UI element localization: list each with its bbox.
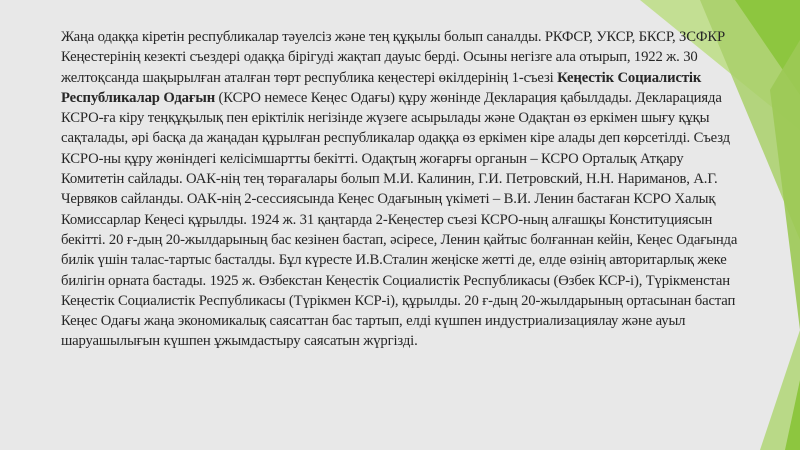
paragraph-text-1: Жаңа одаққа кіретін республикалар тәуелсіз және тең құқылы болып саналды. РКФСР, УКСР, БКСР, ЗСФКР Кеңестерінің кезекті съездері одаққа бірігуді жақтап дауыс берді. Осыны негізге ала отырып, 1922 ж. 30 желтоқсанда шақырылған аталған төрт республика кеңестері өкілдерінің 1-съезі [61, 29, 726, 86]
paragraph-bold-term: Кеңестік Социалистік Республикалар Одағын [61, 69, 702, 106]
body-paragraph [61, 27, 741, 352]
decor-triangle-edge [770, 40, 800, 330]
paragraph-text-2: (КСРО немесе Кеңес Одағы) құру жөнінде Декларация қабылдады. Декларацияда КСРО-ға кіру теңқұқылық пен еріктілік негізінде жүзеге асырылады және Одақтан өз еркімен шығу құқы сақталады, әрі басқа да жаңадан құрылған республикалар одаққа өз еркімен кіре алады деп көрсетілді. Съезд КСРО-ны құру жөніндегі келісімшартты бекітті. Одақтың жоғарғы органын – КСРО Орталық Атқару Комитетін сайлады. ОАК-нің тең төрағалары болып М.И. Калинин, Г.И. Петровский, Н.Н. Нариманов, А.Г. Червяков сайланды. ОАК-нің 2-сессиясында Кеңес Одағының үкіметі – В.И. Ленин бастаған КСРО Халық Комиссарлар Кеңесі құрылды. 1924 ж. 31 қаңтарда 2-Кеңестер съезі КСРО-ның алғашқы Конституциясын бекітті. 20 ғ-дың 20-жылдарының бас кезінен бастап, әсіресе, Ленин қайтыс болғаннан кейін, Кеңес Одағында билік үшін талас-тартыс басталды. Бұл күресте И.В.Сталин жеңіске жетті де, елде өзінің авторитарлық жеке билігін орната бастады. 1925 ж. Өзбекстан Кеңестік Социалистік Республикасы (Өзбек КСР-і), Түрікменстан Кеңестік Социалистік Республикасы (Түрікмен КСР-і), құрылды. 20 ғ-дың 20-жылдарының ортасынан бастап Кеңес Одағы жаңа экономикалық саясаттан бас тартып, елді күшпен индустриализациялау және ауыл шаруашылығын күшпен ұжымдастыру саясатын жүргізді. [61, 89, 738, 350]
